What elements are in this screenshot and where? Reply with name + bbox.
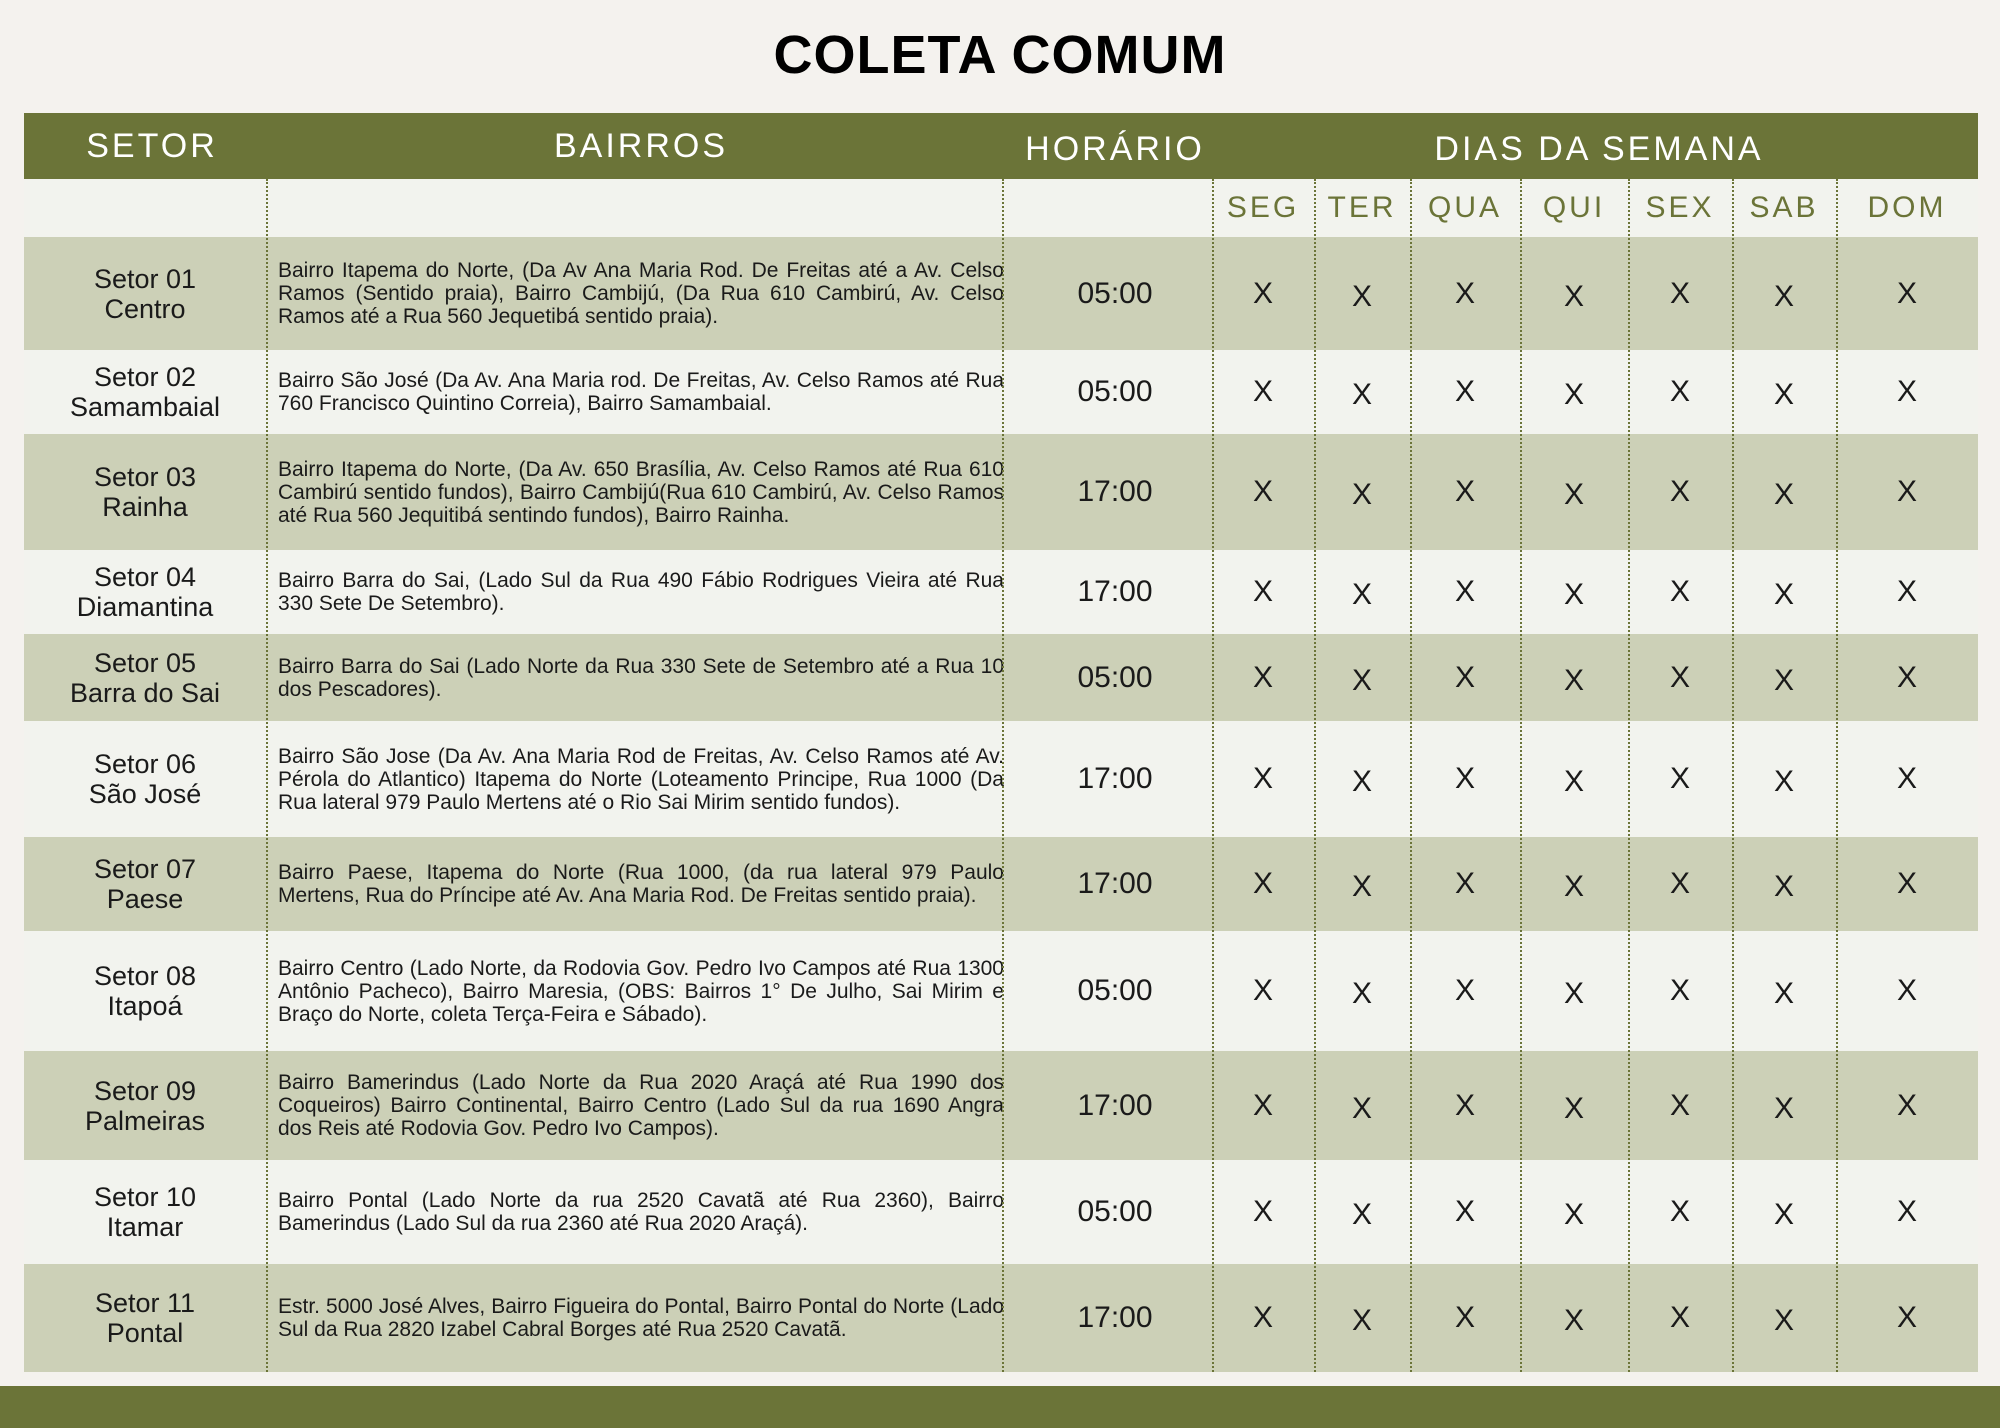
header-horario: HORÁRIO <box>1025 130 1205 168</box>
day-mark-dom: X <box>1896 867 1917 900</box>
day-mark-sab: X <box>1773 1304 1794 1337</box>
day-header-sab: SAB <box>1749 191 1819 224</box>
setor-name: Samambaial <box>69 392 221 422</box>
day-mark-ter: X <box>1351 1198 1372 1231</box>
day-mark-dom: X <box>1896 1088 1917 1122</box>
setor-name: Rainha <box>102 492 188 522</box>
day-mark-dom: X <box>1896 276 1917 310</box>
bairros-cell <box>270 721 1012 837</box>
bairros-cell <box>270 931 1012 1051</box>
bairros-text: Bairro Itapema do Norte, (Da Av. 650 Brasília, Av. Celso Ramos até Rua 610 Cambirú sentido fundos), Bairro Cambijú(Rua 610 Cambirú, Av. Celso Ramos até Rua 560 Jequitibá sentindo fundos), Bairro Rainha. <box>278 457 1004 527</box>
day-header-qua: QUA <box>1427 191 1502 224</box>
setor-cell <box>24 237 266 350</box>
table-row <box>24 837 1978 931</box>
column-divider <box>1410 179 1412 1372</box>
bairros-cell <box>270 350 1012 434</box>
day-mark-ter: X <box>1351 279 1372 313</box>
horario-cell: 17:00 <box>1077 1088 1153 1122</box>
header-bairros: BAIRROS <box>553 127 729 165</box>
day-mark-sex: X <box>1669 974 1690 1007</box>
column-divider <box>1314 179 1316 1372</box>
bairros-text: Bairro Paese, Itapema do Norte (Rua 1000, (da rua lateral 979 Paulo Mertens, Rua do Príncipe até Av. Ana Maria Rod. De Freitas sentido praia). <box>278 861 1004 907</box>
day-mark-qui: X <box>1563 1304 1584 1337</box>
horario-cell: 05:00 <box>1077 1195 1153 1228</box>
bairros-cell <box>270 550 1012 634</box>
setor-name: Centro <box>104 293 186 324</box>
bairros-text: Bairro Barra do Sai, (Lado Sul da Rua 490 Fábio Rodrigues Vieira até Rua 330 Sete De Setembro). <box>278 569 1004 615</box>
day-mark-sab: X <box>1773 977 1794 1010</box>
setor-number: Setor 02 <box>93 362 197 392</box>
setor-number: Setor 01 <box>93 263 197 294</box>
column-divider <box>1212 179 1214 1372</box>
setor-name: Barra do Sai <box>69 677 221 708</box>
table-row <box>24 931 1978 1051</box>
day-mark-ter: X <box>1351 977 1372 1010</box>
horario-cell: 17:00 <box>1077 475 1153 508</box>
column-divider <box>266 179 268 1372</box>
column-divider <box>1520 179 1522 1372</box>
day-mark-dom: X <box>1896 762 1917 795</box>
day-mark-sab: X <box>1773 279 1794 313</box>
setor-number: Setor 05 <box>93 647 197 678</box>
day-mark-seg: X <box>1252 1195 1273 1228</box>
day-mark-qua: X <box>1454 276 1475 310</box>
day-mark-dom: X <box>1896 660 1917 694</box>
day-mark-sab: X <box>1773 1198 1794 1231</box>
setor-name: Itamar <box>106 1212 184 1242</box>
day-mark-sab: X <box>1773 478 1794 511</box>
day-mark-qua: X <box>1454 867 1475 900</box>
day-mark-ter: X <box>1351 1091 1372 1125</box>
bairros-text: Bairro São José (Da Av. Ana Maria rod. De Freitas, Av. Celso Ramos até Rua 760 Francisco Quintino Correia), Bairro Samambaial. <box>278 369 1004 415</box>
setor-cell <box>24 350 266 434</box>
day-mark-qui: X <box>1563 977 1584 1010</box>
day-mark-ter: X <box>1351 578 1372 611</box>
day-mark-qua: X <box>1454 974 1475 1007</box>
horario-cell: 05:00 <box>1077 276 1153 310</box>
day-mark-dom: X <box>1896 1195 1917 1228</box>
setor-name: Palmeiras <box>84 1105 206 1136</box>
day-mark-dom: X <box>1896 1301 1917 1334</box>
setor-name: Itapoá <box>107 991 183 1021</box>
day-mark-qui: X <box>1563 870 1584 903</box>
day-mark-seg: X <box>1252 1088 1273 1122</box>
day-mark-dom: X <box>1896 375 1917 408</box>
day-mark-sex: X <box>1669 375 1690 408</box>
day-mark-sex: X <box>1669 660 1690 694</box>
day-mark-qua: X <box>1454 1088 1475 1122</box>
table-row <box>24 434 1978 550</box>
table-body <box>24 237 1978 1372</box>
setor-cell <box>24 931 266 1051</box>
setor-cell <box>24 1160 266 1264</box>
day-mark-seg: X <box>1252 762 1273 795</box>
day-mark-qua: X <box>1454 1195 1475 1228</box>
bairros-text: Bairro Barra do Sai (Lado Norte da Rua 330 Sete de Setembro até a Rua 10 dos Pescadores). <box>278 654 1004 701</box>
day-mark-sab: X <box>1773 1091 1794 1125</box>
setor-name: Pontal <box>106 1318 184 1348</box>
table-header <box>24 113 1978 179</box>
day-mark-qua: X <box>1454 375 1475 408</box>
day-mark-seg: X <box>1252 276 1273 310</box>
day-mark-qua: X <box>1454 575 1475 608</box>
bairros-cell <box>270 434 1012 550</box>
setor-number: Setor 10 <box>93 1182 197 1212</box>
bairros-text: Bairro Pontal (Lado Norte da rua 2520 Cavatã até Rua 2360), Bairro Bamerindus (Lado Sul da rua 2360 até Rua 2020 Araçá). <box>278 1189 1004 1235</box>
bairros-text: Bairro Bamerindus (Lado Norte da Rua 2020 Araçá até Rua 1990 dos Coqueiros) Bairro Continental, Bairro Centro (Lado Sul da rua 1690 Angra dos Reis até Rodovia Gov. Pedro Ivo Campos). <box>278 1071 1004 1140</box>
day-mark-ter: X <box>1351 378 1372 411</box>
day-mark-ter: X <box>1351 870 1372 903</box>
setor-cell <box>24 434 266 550</box>
day-mark-qui: X <box>1563 279 1584 313</box>
column-divider <box>1836 179 1838 1372</box>
day-mark-seg: X <box>1252 575 1273 608</box>
setor-cell <box>24 1051 266 1160</box>
table-row <box>24 1264 1978 1372</box>
horario-cell: 05:00 <box>1077 660 1153 694</box>
day-mark-qui: X <box>1563 1198 1584 1231</box>
column-divider <box>1732 179 1734 1372</box>
setor-name: Diamantina <box>76 592 214 622</box>
day-mark-qui: X <box>1563 1091 1584 1125</box>
schedule-table <box>24 113 1978 1372</box>
setor-number: Setor 06 <box>93 749 197 779</box>
day-mark-ter: X <box>1351 478 1372 511</box>
day-mark-sex: X <box>1669 867 1690 900</box>
day-mark-dom: X <box>1896 974 1917 1007</box>
setor-cell <box>24 550 266 634</box>
day-mark-qui: X <box>1563 578 1584 611</box>
day-mark-seg: X <box>1252 375 1273 408</box>
day-mark-dom: X <box>1896 475 1917 508</box>
day-mark-ter: X <box>1351 663 1372 697</box>
table-row <box>24 550 1978 634</box>
setor-name: São José <box>88 779 202 809</box>
setor-number: Setor 08 <box>93 961 197 991</box>
footer-bar <box>0 1386 2000 1428</box>
page-title: COLETA COMUM <box>773 25 1227 85</box>
setor-name: Paese <box>106 884 184 914</box>
bairros-text: Bairro Itapema do Norte, (Da Av Ana Maria Rod. De Freitas até a Av. Celso Ramos (Sentido praia), Bairro Cambijú, (Da Rua 610 Cambirú, Av. Celso Ramos até a Rua 560 Jequetibá sentido praia). <box>278 259 1004 328</box>
day-mark-seg: X <box>1252 475 1273 508</box>
horario-cell: 17:00 <box>1077 762 1153 795</box>
day-mark-qui: X <box>1563 765 1584 798</box>
bairros-text: Estr. 5000 José Alves, Bairro Figueira do Pontal, Bairro Pontal do Norte (Lado Sul da Rua 2820 Izabel Cabral Borges até Rua 2520 Cavatã. <box>278 1295 1004 1341</box>
table-row <box>24 237 1978 350</box>
day-mark-ter: X <box>1351 765 1372 798</box>
bairros-cell <box>270 237 1012 350</box>
day-mark-qua: X <box>1454 762 1475 795</box>
bairros-text: Bairro São Jose (Da Av. Ana Maria Rod de Freitas, Av. Celso Ramos até Av. Pérola do Atlantico) Itapema do Norte (Loteamento Principe, Rua 1000 (Da Rua lateral 979 Paulo Mertens até o Rio Sai Mirim sentido fundos). <box>278 744 1004 814</box>
day-mark-sex: X <box>1669 1301 1690 1334</box>
day-mark-qua: X <box>1454 1301 1475 1334</box>
day-header-qui: QUI <box>1542 191 1606 224</box>
day-mark-qui: X <box>1563 478 1584 511</box>
horario-cell: 05:00 <box>1077 375 1153 408</box>
setor-cell <box>24 1264 266 1372</box>
day-mark-ter: X <box>1351 1304 1372 1337</box>
column-divider <box>1628 179 1630 1372</box>
setor-cell <box>24 634 266 721</box>
bairros-cell <box>270 837 1012 931</box>
day-header-dom: DOM <box>1867 191 1947 224</box>
day-mark-seg: X <box>1252 974 1273 1007</box>
bairros-cell <box>270 634 1012 721</box>
day-mark-dom: X <box>1896 575 1917 608</box>
day-mark-seg: X <box>1252 660 1273 694</box>
horario-cell: 05:00 <box>1077 974 1153 1007</box>
bairros-text: Bairro Centro (Lado Norte, da Rodovia Gov. Pedro Ivo Campos até Rua 1300 Antônio Pacheco), Bairro Maresia, (OBS: Bairros 1° De Julho, Sai Mirim e Braço do Norte, coleta Terça-Feira e Sábado). <box>278 956 1004 1026</box>
setor-cell <box>24 837 266 931</box>
table-row <box>24 1160 1978 1264</box>
day-header-seg: SEG <box>1226 191 1300 224</box>
day-mark-sex: X <box>1669 1088 1690 1122</box>
bairros-cell <box>270 1160 1012 1264</box>
horario-cell: 17:00 <box>1077 867 1153 900</box>
setor-number: Setor 07 <box>93 854 197 884</box>
setor-number: Setor 04 <box>93 562 197 592</box>
day-mark-sex: X <box>1669 1195 1690 1228</box>
day-mark-sex: X <box>1669 575 1690 608</box>
table-row <box>24 350 1978 434</box>
bairros-cell <box>270 1051 1012 1160</box>
day-mark-sex: X <box>1669 276 1690 310</box>
setor-cell <box>24 721 266 837</box>
setor-number: Setor 11 <box>94 1288 196 1318</box>
day-mark-sex: X <box>1669 762 1690 795</box>
horario-cell: 17:00 <box>1077 575 1153 608</box>
days-header <box>24 179 1978 237</box>
header-setor: SETOR <box>86 127 218 165</box>
header-dias: DIAS DA SEMANA <box>1434 130 1764 168</box>
day-mark-sab: X <box>1773 378 1794 411</box>
setor-number: Setor 03 <box>93 462 197 492</box>
day-mark-sab: X <box>1773 765 1794 798</box>
day-mark-seg: X <box>1252 867 1273 900</box>
day-mark-qui: X <box>1563 378 1584 411</box>
column-divider <box>1002 179 1004 1372</box>
day-mark-sex: X <box>1669 475 1690 508</box>
day-mark-qua: X <box>1454 475 1475 508</box>
day-mark-qua: X <box>1454 660 1475 694</box>
table-row <box>24 721 1978 837</box>
day-mark-qui: X <box>1563 663 1584 697</box>
day-mark-sab: X <box>1773 663 1794 697</box>
day-header-sex: SEX <box>1645 191 1715 224</box>
day-mark-sab: X <box>1773 870 1794 903</box>
bairros-cell <box>270 1264 1012 1372</box>
day-mark-seg: X <box>1252 1301 1273 1334</box>
horario-cell: 17:00 <box>1077 1301 1153 1334</box>
day-header-ter: TER <box>1327 191 1397 224</box>
table-row <box>24 634 1978 721</box>
table-row <box>24 1051 1978 1160</box>
day-mark-sab: X <box>1773 578 1794 611</box>
setor-number: Setor 09 <box>93 1075 197 1106</box>
